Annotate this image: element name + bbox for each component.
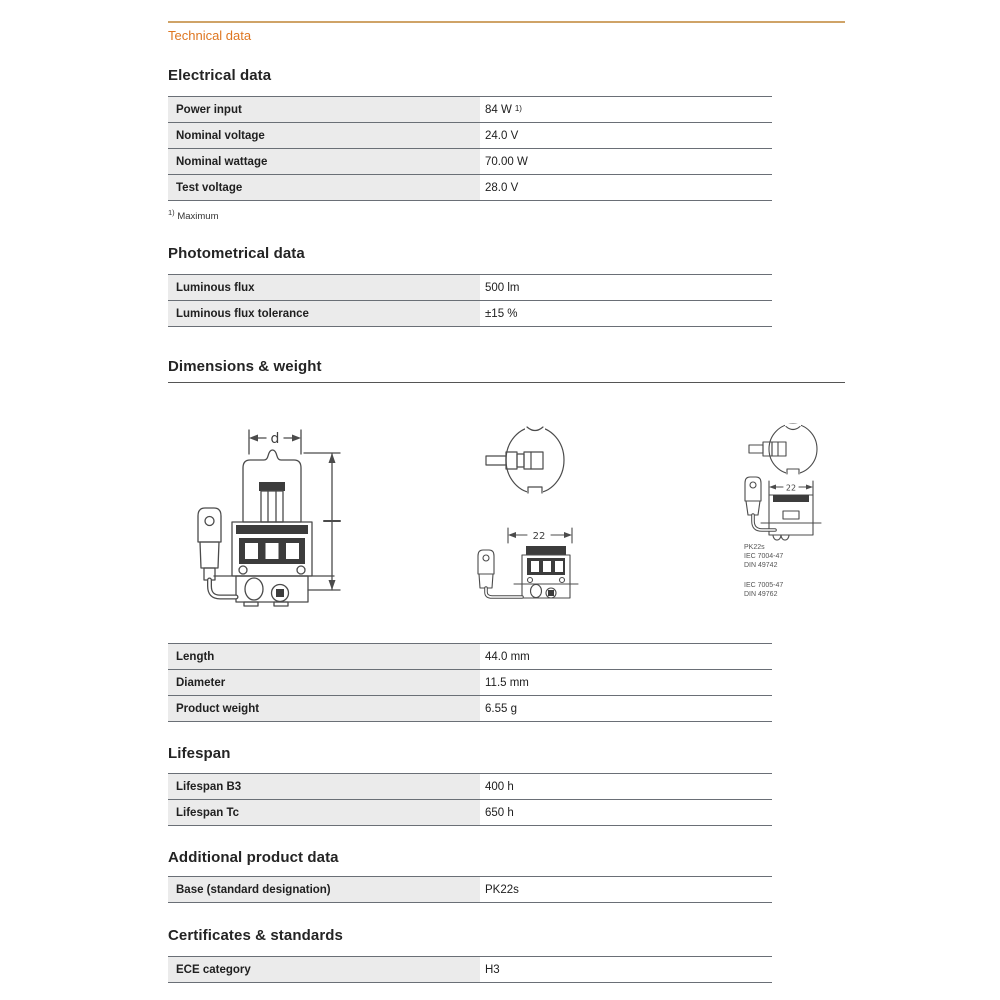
- section-divider: [168, 382, 845, 383]
- spec-label: Product weight: [168, 696, 480, 721]
- standard-iec-holder: IEC 7005-47: [744, 582, 784, 589]
- arrow-right-icon: [806, 485, 813, 490]
- spec-value: 6.55 g: [485, 702, 517, 715]
- dimension-label-d: d: [270, 431, 280, 447]
- footnote-ref: 1): [514, 104, 522, 113]
- spec-value: 44.0 mm: [485, 650, 530, 663]
- spec-label: Base (standard designation): [168, 877, 480, 902]
- additional-table: [168, 876, 772, 903]
- base-standards-text: [744, 543, 783, 599]
- table-row: [168, 956, 772, 982]
- standard-base-designation: PK22s: [744, 544, 765, 551]
- footnote: $^{1)}$ Maximum: [168, 208, 219, 223]
- section-title-photometrical: Photometrical data: [168, 245, 305, 262]
- table-row: [168, 773, 772, 799]
- spec-value: H3: [485, 963, 500, 976]
- electrical-table: [168, 96, 772, 201]
- spec-value: 24.0 V: [485, 129, 519, 142]
- table-row: [168, 695, 772, 721]
- standard-din-holder: DIN 49762: [744, 591, 778, 598]
- table-row: [168, 122, 772, 148]
- spec-label: Nominal voltage: [168, 123, 480, 148]
- base-top-view-diagram: [483, 423, 575, 497]
- section-title-lifespan: Lifespan: [168, 745, 231, 762]
- table-row: [168, 174, 772, 200]
- spec-label: Lifespan B3: [168, 774, 480, 799]
- section-title-electrical: Electrical data: [168, 67, 272, 84]
- top-divider: [168, 21, 845, 23]
- base-side-diagram: [472, 526, 586, 606]
- spec-label: ECE category: [168, 957, 480, 982]
- arrow-left-icon: [508, 532, 516, 538]
- table-row: [168, 96, 772, 122]
- spec-label: Power input: [168, 97, 480, 122]
- section-title-dimensions: Dimensions & weight: [168, 358, 322, 375]
- spec-value: 70.00 W: [485, 155, 528, 168]
- spec-label: Diameter: [168, 670, 480, 695]
- breadcrumb: Technical data: [168, 28, 252, 43]
- spec-value: 11.5 mm: [485, 676, 529, 689]
- base-standards-diagram: [737, 423, 843, 547]
- spec-value: PK22s: [485, 883, 519, 896]
- spec-value: 650 h: [485, 806, 514, 819]
- dimension-label-22: 22: [785, 483, 797, 493]
- spec-value: 500 lm: [485, 281, 520, 294]
- table-row: [168, 148, 772, 174]
- table-row: [168, 799, 772, 825]
- spec-value: 84 W: [485, 103, 512, 116]
- spec-value: ±15 %: [485, 307, 518, 320]
- table-row: [168, 876, 772, 902]
- arrow-up-icon: [329, 453, 336, 463]
- arrow-right-icon: [292, 435, 301, 442]
- spec-value: 28.0 V: [485, 181, 519, 194]
- dimensions-table: [168, 643, 772, 722]
- dimension-label-22: 22: [532, 531, 546, 542]
- arrow-left-icon: [769, 485, 776, 490]
- certificates-table: [168, 956, 772, 983]
- section-title-additional: Additional product data: [168, 849, 339, 866]
- spec-label: Luminous flux: [168, 275, 480, 300]
- arrow-left-icon: [249, 435, 258, 442]
- table-row: [168, 274, 772, 300]
- standard-din-base: DIN 49742: [744, 562, 778, 569]
- spec-label: Test voltage: [168, 175, 480, 200]
- spec-label: Lifespan Tc: [168, 800, 480, 825]
- table-row: [168, 669, 772, 695]
- spec-label: Length: [168, 644, 480, 669]
- lifespan-table: [168, 773, 772, 826]
- standard-iec-base: IEC 7004-47: [744, 553, 784, 560]
- table-row: [168, 300, 772, 326]
- spec-label: Luminous flux tolerance: [168, 301, 480, 326]
- arrow-down-icon: [329, 580, 336, 590]
- photometrical-table: [168, 274, 772, 327]
- spec-value: 400 h: [485, 780, 514, 793]
- section-title-certificates: Certificates & standards: [168, 927, 343, 944]
- table-row: [168, 643, 772, 669]
- bulb-side-diagram: [186, 422, 352, 608]
- spec-label: Nominal wattage: [168, 149, 480, 174]
- arrow-right-icon: [564, 532, 572, 538]
